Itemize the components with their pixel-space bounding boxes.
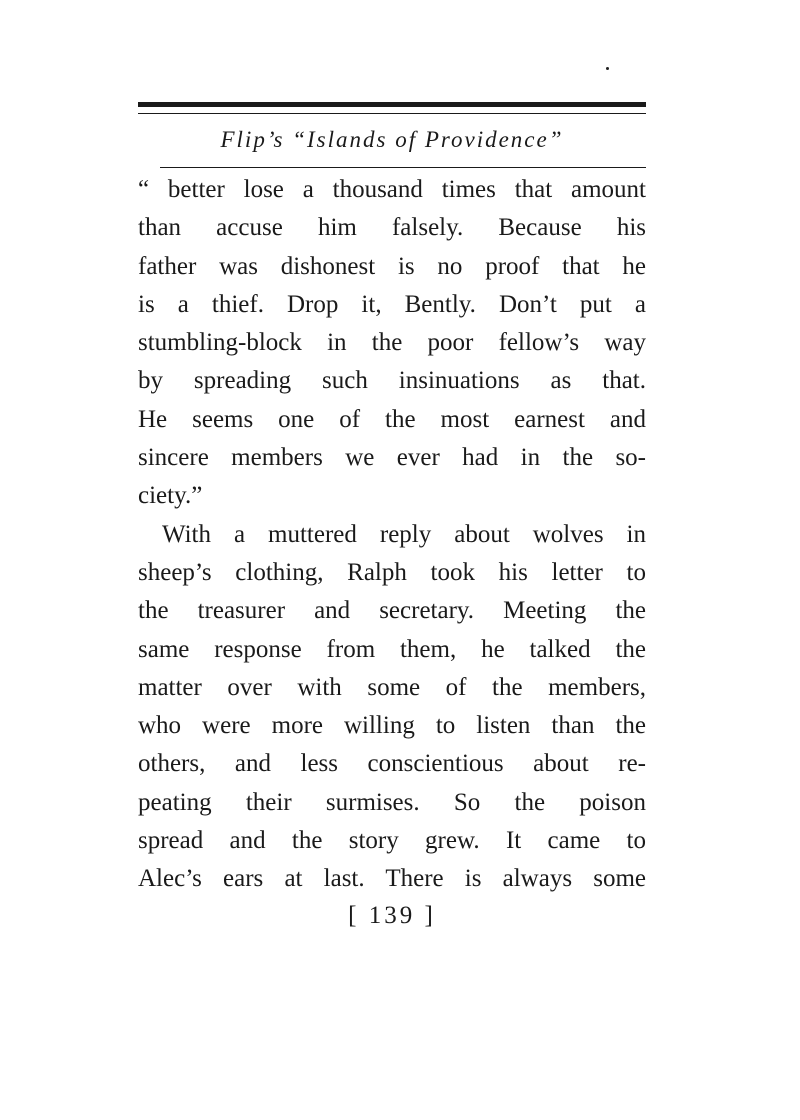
text-line: Alec’s ears at last. There is always some xyxy=(138,865,646,893)
text-line: peating their surmises. So the poison xyxy=(138,788,646,816)
text-line: than accuse him falsely. Because his xyxy=(138,214,646,242)
text-line: sheep’s clothing, Ralph took his letter to xyxy=(138,558,646,586)
header-rule-thin xyxy=(138,113,646,114)
text-line: others, and less conscientious about re- xyxy=(138,750,646,778)
text-line: father was dishonest is no proof that he xyxy=(138,252,646,280)
text-line: “ better lose a thousand times that amount xyxy=(138,176,646,203)
text-line: He seems one of the most earnest and xyxy=(138,405,646,433)
page-number: [ 139 ] xyxy=(348,902,436,929)
page-speck xyxy=(606,67,609,70)
text-line: matter over with some of the members, xyxy=(138,673,646,701)
header-rule-thick xyxy=(138,102,646,107)
running-head: Flip’s “Islands of Providence” xyxy=(220,127,564,152)
text-line: same response from them, he talked the xyxy=(138,635,646,663)
text-line: who were more willing to listen than the xyxy=(138,712,646,740)
text-line: by spreading such insinuations as that. xyxy=(138,367,646,395)
text-line: stumbling-block in the poor fellow’s way xyxy=(138,329,646,357)
text-line: ciety.” xyxy=(138,482,203,510)
text-line: is a thief. Drop it, Bently. Don’t put a xyxy=(138,290,646,318)
header-rule-bottom xyxy=(160,167,646,168)
body-text xyxy=(138,171,646,899)
text-line: the treasurer and secretary. Meeting the xyxy=(138,597,646,625)
text-line: spread and the story grew. It came to xyxy=(138,827,646,855)
text-line: sincere members we ever had in the so- xyxy=(138,444,646,472)
text-line: With a muttered reply about wolves in xyxy=(162,520,646,548)
